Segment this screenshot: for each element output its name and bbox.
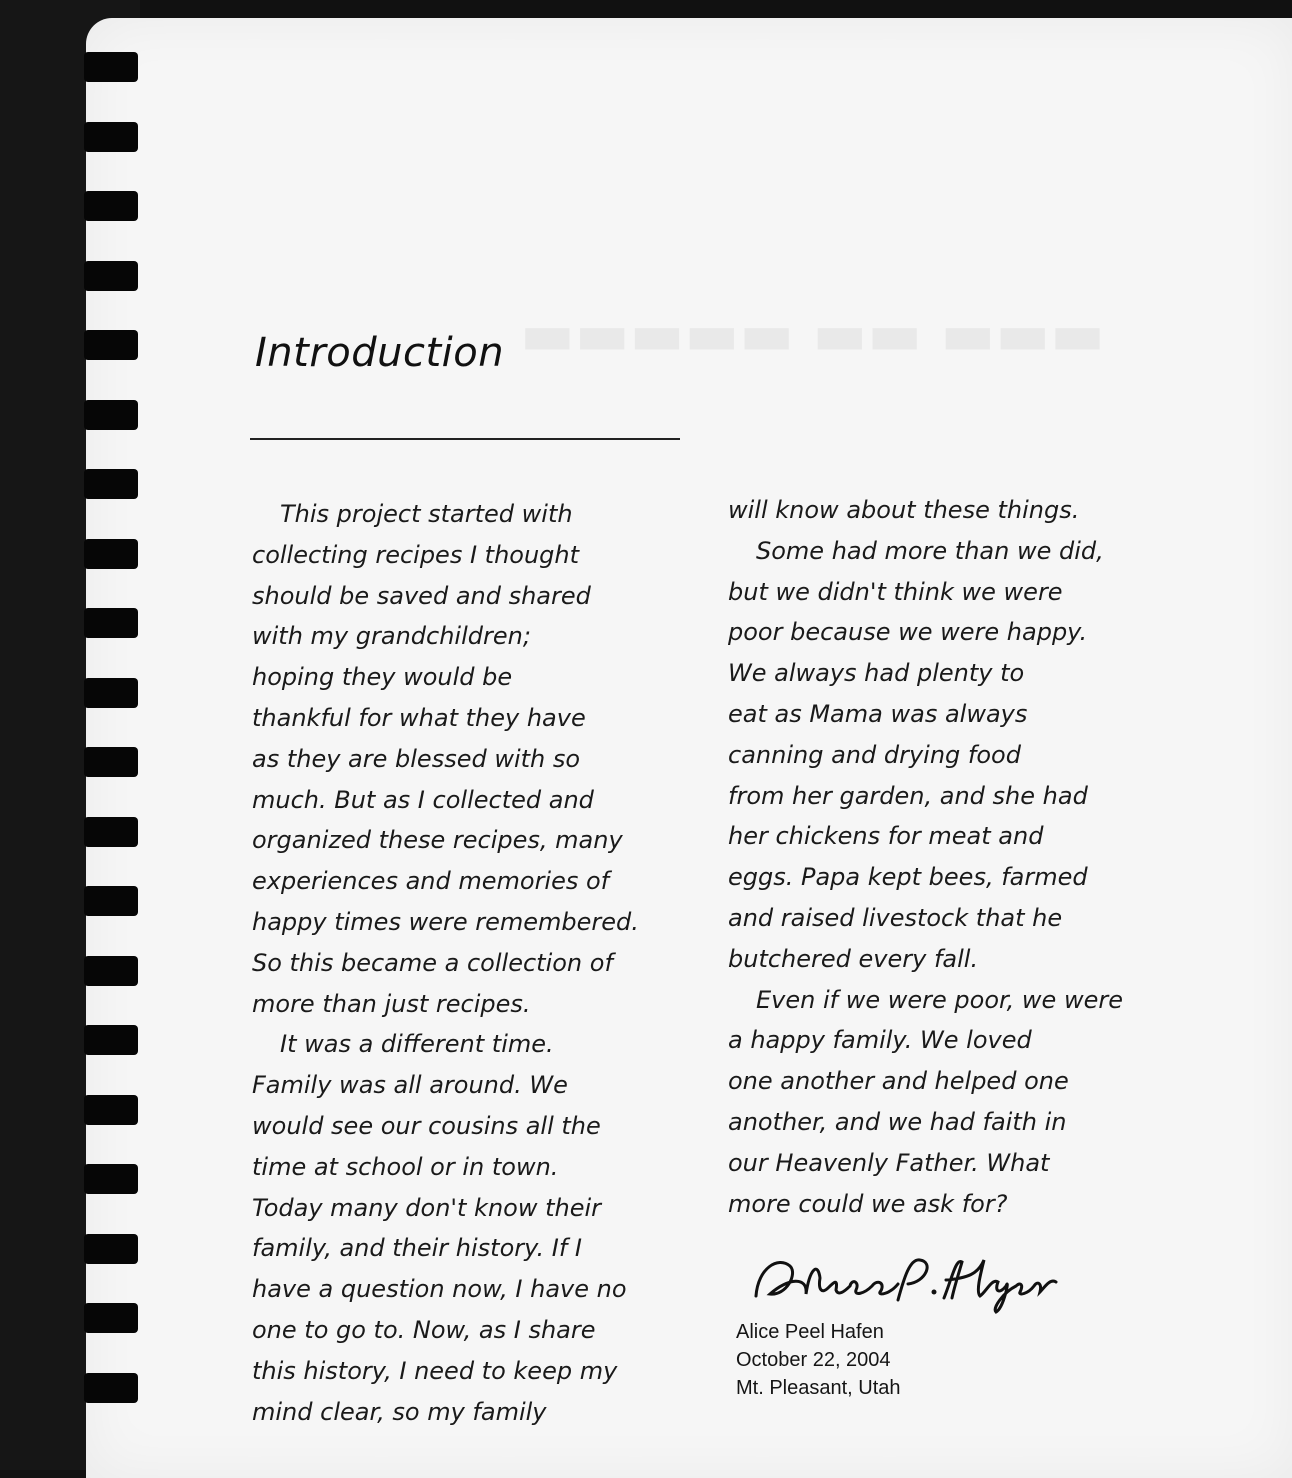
text-line: another, and we had faith in [728,1107,1067,1136]
text-line: collecting recipes I thought [252,540,580,569]
binding-ring [84,1234,138,1264]
text-line: Even if we were poor, we were [756,985,1123,1014]
text-line: as they are blessed with so [252,744,581,773]
text-line: canning and drying food [728,740,1021,769]
text-line: Family was all around. We [252,1071,568,1100]
binding-ring [84,539,138,569]
binding-ring [84,1164,138,1194]
text-line: from her garden, and she had [728,781,1088,810]
text-line: This project started with [280,500,573,528]
text-line: We always had plenty to [728,659,1025,688]
text-line: more than just recipes. [252,989,531,1018]
text-line: would see our cousins all the [252,1111,601,1140]
binding-ring [84,52,138,82]
text-line: with my grandchildren; [252,622,531,651]
text-line: eggs. Papa kept bees, farmed [728,863,1088,892]
text-line: It was a different time. [280,1030,554,1059]
text-line: her chickens for meat and [728,822,1044,851]
text-line: time at school or in town. [252,1152,559,1181]
binding-ring [84,1095,138,1125]
text-line: one to go to. Now, as I share [252,1315,596,1344]
binding-ring [84,469,138,499]
text-line: should be saved and shared [252,581,591,610]
binding-ring [84,1303,138,1333]
text-line: thankful for what they have [252,703,586,732]
text-line: family, and their history. If I [252,1234,582,1263]
text-line: Some had more than we did, [756,536,1104,565]
signature-date: October 22, 2004 [736,1349,891,1371]
text-line: more could we ask for? [728,1189,1008,1218]
page-title: Introduction [255,330,505,376]
left-column [252,494,702,1432]
text-line: have a question now, I have no [252,1275,627,1304]
right-column [728,490,1178,1224]
text-line: much. But as I collected and [252,785,594,814]
text-line: our Heavenly Father. What [728,1148,1050,1177]
show-through-texture: ▬▬▬ ▬▬ ▬▬▬▬▬ [520,300,1105,368]
text-line: butchered every fall. [728,944,979,973]
text-line: Today many don't know their [252,1193,602,1222]
text-line: hoping they would be [252,663,513,692]
text-line: eat as Mama was always [728,699,1028,728]
signature-place: Mt. Pleasant, Utah [736,1377,901,1399]
binding-ring [84,608,138,638]
text-line: will know about these things. [728,496,1080,524]
binding-ring [84,747,138,777]
binding-ring [84,956,138,986]
text-line: but we didn't think we were [728,577,1063,606]
binding-ring [84,678,138,708]
text-line: mind clear, so my family [252,1397,547,1426]
text-line: organized these recipes, many [252,826,623,855]
binding-ring [84,191,138,221]
binding-ring [84,330,138,360]
text-line: So this became a collection of [252,948,613,977]
title-underline [250,438,680,440]
text-line: experiences and memories of [252,867,610,896]
text-line: this history, I need to keep my [252,1356,618,1385]
binding-ring [84,1373,138,1403]
binding-ring [84,400,138,430]
binding-ring [84,886,138,916]
text-line: happy times were remembered. [252,907,639,936]
text-line: and raised livestock that he [728,903,1063,932]
binding-ring [84,817,138,847]
signature-block [736,1318,901,1402]
handwritten-signature [748,1248,1068,1318]
binding-ring [84,122,138,152]
binding-ring [84,1025,138,1055]
text-line: a happy family. We loved [728,1026,1032,1055]
author-name: Alice Peel Hafen [736,1321,884,1343]
text-line: poor because we were happy. [728,618,1088,647]
text-line: one another and helped one [728,1067,1069,1096]
binding-ring [84,261,138,291]
